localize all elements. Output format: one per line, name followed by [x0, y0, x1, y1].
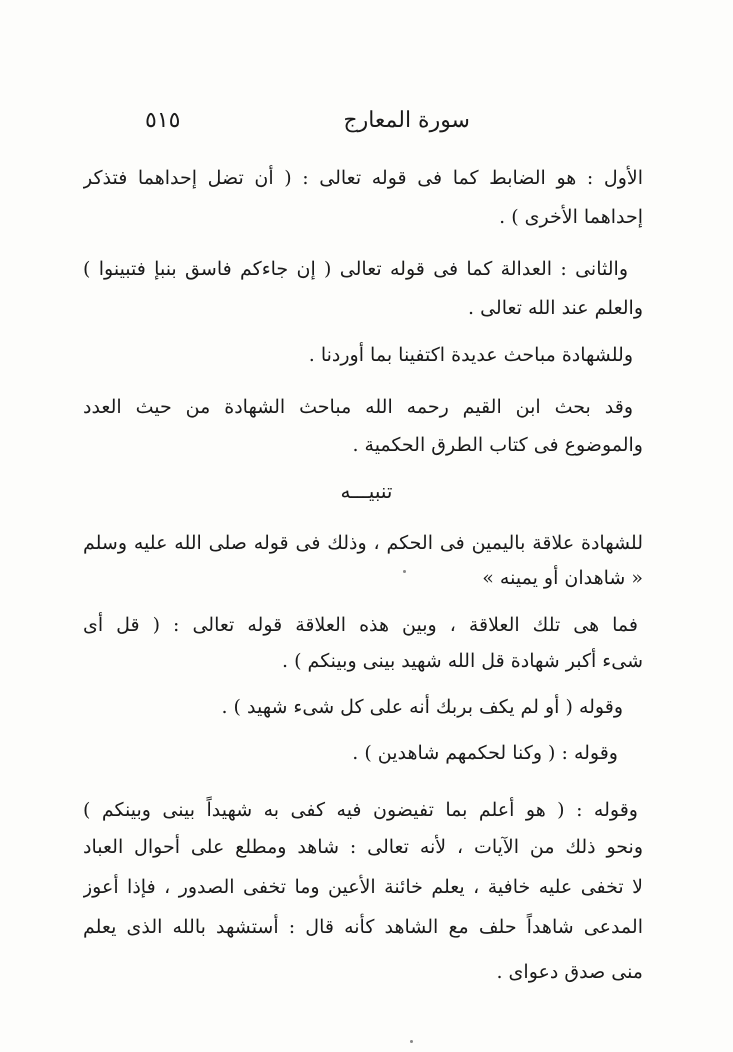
text-line: وقوله ( أو لم يكف بربك أنه على كل شىء شهيد ) .: [221, 696, 623, 718]
page-header: [140, 108, 620, 148]
text-line: فما هى تلك العلاقة ، وبين هذه العلاقة قوله تعالى : ( قل أى: [83, 614, 638, 636]
text-line: وقد بحث ابن القيم رحمه الله مباحث الشهادة من حيث العدد: [83, 396, 633, 418]
text-line: للشهادة علاقة باليمين فى الحكم ، وذلك فى قوله صلى الله عليه وسلم: [83, 532, 643, 554]
text-line: منى صدق دعواى .: [496, 961, 643, 983]
page-number: ٥١٥: [145, 108, 181, 133]
text-line: المدعى شاهداً حلف مع الشاهد كأنه قال : أستشهد بالله الذى يعلم: [83, 916, 643, 938]
text-line: وللشهادة مباحث عديدة اكتفينا بما أوردنا .: [308, 344, 633, 366]
text-line: وقوله : ( وكنا لحكمهم شاهدين ) .: [352, 742, 618, 764]
text-line: إحداهما الأخرى ) .: [499, 206, 643, 228]
text-line: شىء أكبر شهادة قل الله شهيد بينى وبينكم ) .: [282, 650, 643, 672]
text-line: وقوله : ( هو أعلم بما تفيضون فيه كفى به شهيداً بينى وبينكم ): [83, 799, 638, 821]
text-line: لا تخفى عليه خافية ، يعلم خائنة الأعين وما تخفى الصدور ، فإذا أعوز: [83, 876, 643, 898]
section-title: تنبيـــه: [340, 479, 393, 503]
paper-speck: [403, 570, 406, 573]
text-line: والعلم عند الله تعالى .: [468, 297, 643, 319]
text-line: الأول : هو الضابط كما فى قوله تعالى : ( أن تضل إحداهما فتذكر: [83, 167, 643, 189]
text-line: « شاهدان أو يمينه »: [482, 567, 643, 589]
text-line: والثانى : العدالة كما فى قوله تعالى ( إن جاءكم فاسق بنبإ فتبينوا ): [83, 258, 628, 280]
text-line: ونحو ذلك من الآيات ، لأنه تعالى : شاهد ومطلع على أحوال العباد: [83, 836, 643, 858]
surah-title: سورة المعارج: [343, 108, 470, 133]
text-line: والموضوع فى كتاب الطرق الحكمية .: [352, 434, 643, 456]
paper-speck: [410, 1040, 413, 1043]
